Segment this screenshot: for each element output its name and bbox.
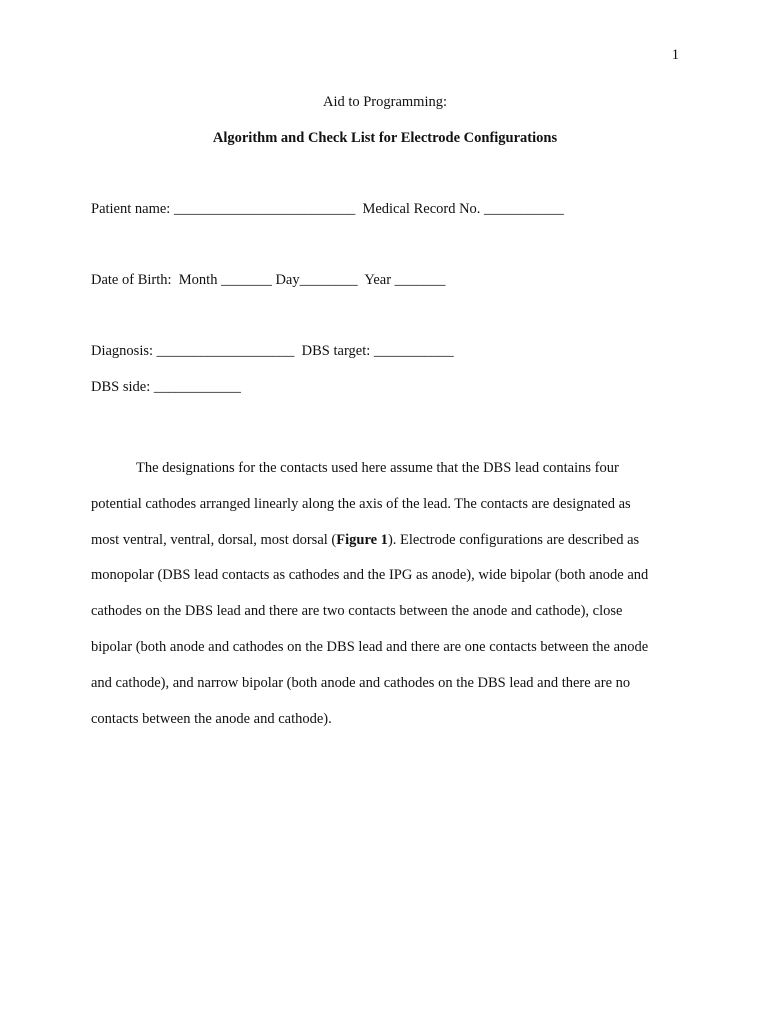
paragraph-line: The designations for the contacts used here assume that the DBS lead contains four xyxy=(136,460,619,476)
paragraph-line: and cathode), and narrow bipolar (both anode and cathodes on the DBS lead and there are no xyxy=(91,674,631,691)
paragraph-line: monopolar (DBS lead contacts as cathodes and the IPG as anode), wide bipolar (both anode and xyxy=(91,567,649,584)
document-title: Aid to Programming: xyxy=(322,94,448,110)
page-number: 1 xyxy=(671,47,679,63)
paragraph-line: bipolar (both anode and cathodes on the DBS lead and there are one contacts between the anode xyxy=(91,638,649,655)
figure-reference: Figure 1 xyxy=(336,531,388,548)
patient-name-line: Patient name: _________________________ Medical Record No. ___________ xyxy=(91,201,564,217)
paragraph-line xyxy=(91,523,691,559)
document-subtitle: Algorithm and Check List for Electrode Configurations xyxy=(212,130,558,146)
paragraph-text: most ventral, ventral, dorsal, most dorsal ( xyxy=(91,531,337,548)
paragraph-line: cathodes on the DBS lead and there are two contacts between the anode and cathode), close xyxy=(91,603,623,620)
dbs-side-line: DBS side: ____________ xyxy=(91,379,241,395)
paragraph-line: potential cathodes arranged linearly along the axis of the lead. The contacts are designated as xyxy=(91,495,631,512)
body-paragraph xyxy=(91,451,691,737)
paragraph-text: ). Electrode configurations are described as xyxy=(387,531,640,548)
diagnosis-line: Diagnosis: ___________________ DBS target: ___________ xyxy=(91,343,454,359)
paragraph-line: contacts between the anode and cathode). xyxy=(91,710,332,727)
date-of-birth-line: Date of Birth: Month _______ Day________ Year _______ xyxy=(91,272,446,288)
